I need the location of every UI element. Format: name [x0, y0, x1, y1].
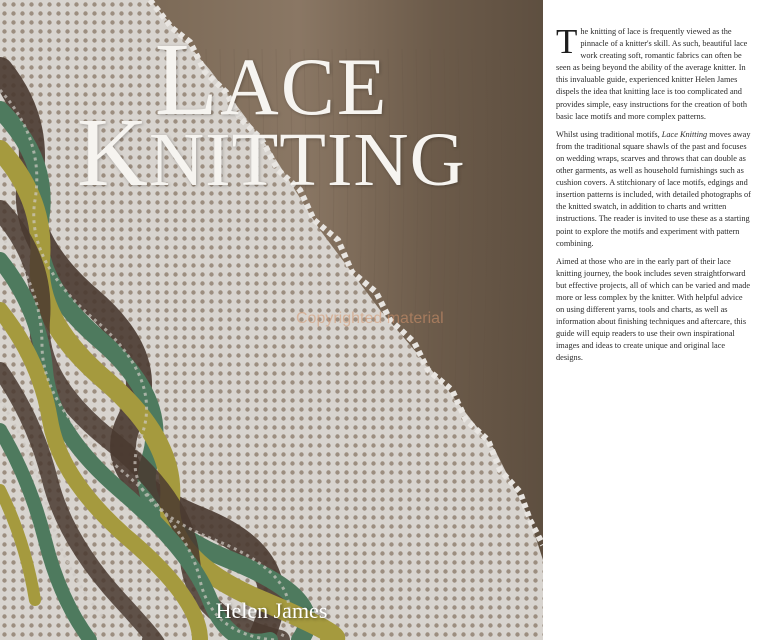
author-name: Helen James: [215, 598, 328, 623]
title-rest-nitting: NITTING: [148, 117, 466, 202]
book-title-line2: [0, 99, 543, 209]
copyright-watermark: Copyrighted material: [296, 310, 444, 327]
blurb-p2-title: Lace Knitting: [661, 129, 708, 139]
blurb-p2-before: Whilst using traditional motifs,: [556, 129, 662, 139]
drop-cap: T: [556, 22, 578, 61]
blurb-p1-text: he knitting of lace is frequently viewed as the pinnacle of a knitter's skill. As such, beautiful lace work creating soft, romantic fabrics can often be seen as being beyond the ability of the average knitter. In this invaluable guide, experienced knitter Helen James dispels the idea that knitting lace is too complicated and provides simple, easy instructions for the creation of both basic lace motifs and more complex patterns.: [556, 27, 748, 121]
title-rest-ace: ACE: [220, 42, 389, 132]
back-cover-blurb: [556, 22, 752, 371]
title-initial-l: L: [154, 22, 221, 137]
blurb-p2-after: moves away from the traditional square shawls of the past and focuses on wedding wraps, scarves and throws that can double as other garments, as well as household furnishings such as cushion covers. A stitchionary of lace motifs, edgings and insertion patterns is included, with detailed photographs of the knitted swatch, in addition to charts and written instructions. The reader is invited to use these as a starting point to explore the motifs and experiment with pattern combining.: [556, 129, 751, 248]
blurb-paragraph-1: [556, 22, 752, 123]
blurb-paragraph-3: Aimed at those who are in the early part of their lace knitting journey, the book includes seven straightforward but effective projects, all of which can be varied and made more or less complex by the knitter. With helpful advice on using different yarns, tools and charts, as well as information about finishing techniques and aftercare, this guide will equip readers to use their own inspirational images and ideas to create unique and original lace designs.: [556, 256, 751, 363]
blurb-paragraph-2: [556, 129, 752, 250]
title-initial-k: K: [77, 99, 149, 207]
